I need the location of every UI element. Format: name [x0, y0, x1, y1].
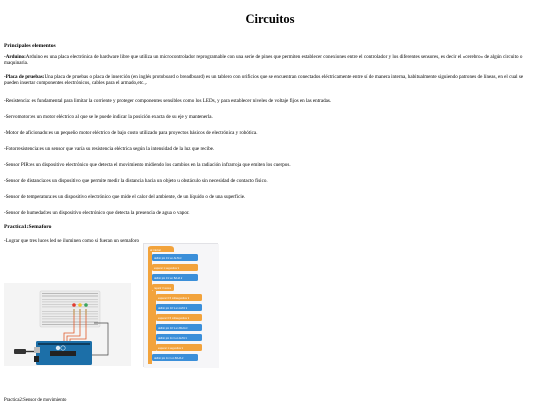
caption-practica2: Practica2:Sensor de movimiento — [4, 398, 67, 403]
code-block-label: definir pin 11 ▾ en BAJA ▾ — [154, 356, 184, 360]
paragraph-sensor-humedad: -Sensor de humedad:es un dispositivo electrónico que detecta la presencia de agua o vapor. — [4, 210, 190, 216]
led-green — [84, 303, 88, 307]
block-code-illustration — [144, 244, 219, 368]
code-block-label: repetir 3 veces — [154, 286, 172, 290]
text-placa-pruebas: Una placa de pruebas o placa de inserción (en inglés protoboard o breadboard) es un tablero con orificios que se encuentran conectados eléctricamente entre sí de manera interna, habitualmente siguiendo patrones de líneas, en el cual se pueden insertar componentes electrónicos, cables para el armado,etc.,. — [4, 74, 524, 87]
code-block-label: definir pin 10 ▾ en ALTA ▾ — [158, 306, 188, 310]
paragraph-motor-aficionado: -Motor de aficionado:es un pequeño motor eléctrico de bajo costo utilizado para proyectos básicos de electrónica y robótica. — [4, 130, 258, 136]
loop-bracket — [152, 291, 156, 351]
breadboard-circuit-image — [4, 283, 131, 366]
paragraph-placa-pruebas — [4, 74, 534, 87]
code-block-label: definir pin 10 ▾ en BAJA ▾ — [158, 326, 188, 330]
section-heading-practica1: Practica1:Semaforo — [4, 224, 52, 230]
code-block-label: definir pin 9 ▾ en ALTA ▾ — [154, 256, 182, 260]
section-heading-elements: Principales elementos — [4, 43, 56, 49]
paragraph-sensor-distancia: -Sensor de distancia:es un dispositivo que permite medir la distancia hacia un objeto u obstáculo sin necesidad de contacto físico. — [4, 178, 268, 184]
paragraph-practica1: -Lograr que tres luces led se iluminen como si fueran un semaforo — [4, 238, 140, 244]
led-red — [72, 303, 76, 307]
code-block-label: esperar 1 segundos ▾ — [158, 346, 183, 350]
paragraph-sensor-pir: -Sensor PIR:es un dispositivo electrónico que detecta el movimiento midiendo los cambios en la radiación infrarroja que emiten los cuerpos. — [4, 162, 291, 168]
paragraph-arduino — [4, 54, 534, 67]
code-block-label: esperar 0.5 milisegundos ▾ — [158, 316, 190, 320]
circuit-illustration — [4, 283, 131, 366]
code-block-label: esperar 1 segundos ▾ — [154, 266, 179, 270]
page-title: Circuitos — [245, 12, 295, 26]
code-block-label: definir pin 11 ▾ en ALTA ▾ — [158, 336, 187, 340]
paragraph-resistencia: -Resistencia: es fundamental para limitar la corriente y proteger componentes sensibles como los LEDs, y para establecer niveles de voltaje fijos en las entradas. — [4, 98, 332, 104]
term-arduino: -Arduino: — [4, 54, 26, 60]
code-block-label: definir pin 9 ▾ en BAJA ▾ — [154, 276, 183, 280]
paragraph-fotorresistencia: -Fotorresistencia:es un sensor que varía su resistencia eléctrica según la intensidad de la luz que recibe. — [4, 146, 215, 152]
term-placa-pruebas: -Placa de pruebas: — [4, 74, 45, 80]
led-yellow — [78, 303, 82, 307]
paragraph-servomotor: -Servomotor:es un motor eléctrico al que se le puede indicar la posición exacta de su eje y mantenerla. — [4, 114, 213, 120]
text-arduino: Arduino es una placa electrónica de hardware libre que utiliza un microcontrolador reprogramable con una serie de pines que permiten establecer conexiones entre el controlador y los diferentes sensores, es decir el «cerebro» de algún circuito o maquinaria. — [4, 54, 523, 67]
block-code-image — [143, 243, 218, 367]
block-start-label: al iniciar — [150, 247, 162, 252]
paragraph-sensor-temperatura: -Sensor de temperatura:es un dispositivo electrónico que mide el calor del ambiente, de un líquido o de una superficie. — [4, 194, 246, 200]
code-block-label: esperar 0.5 milisegundos ▾ — [158, 296, 190, 300]
